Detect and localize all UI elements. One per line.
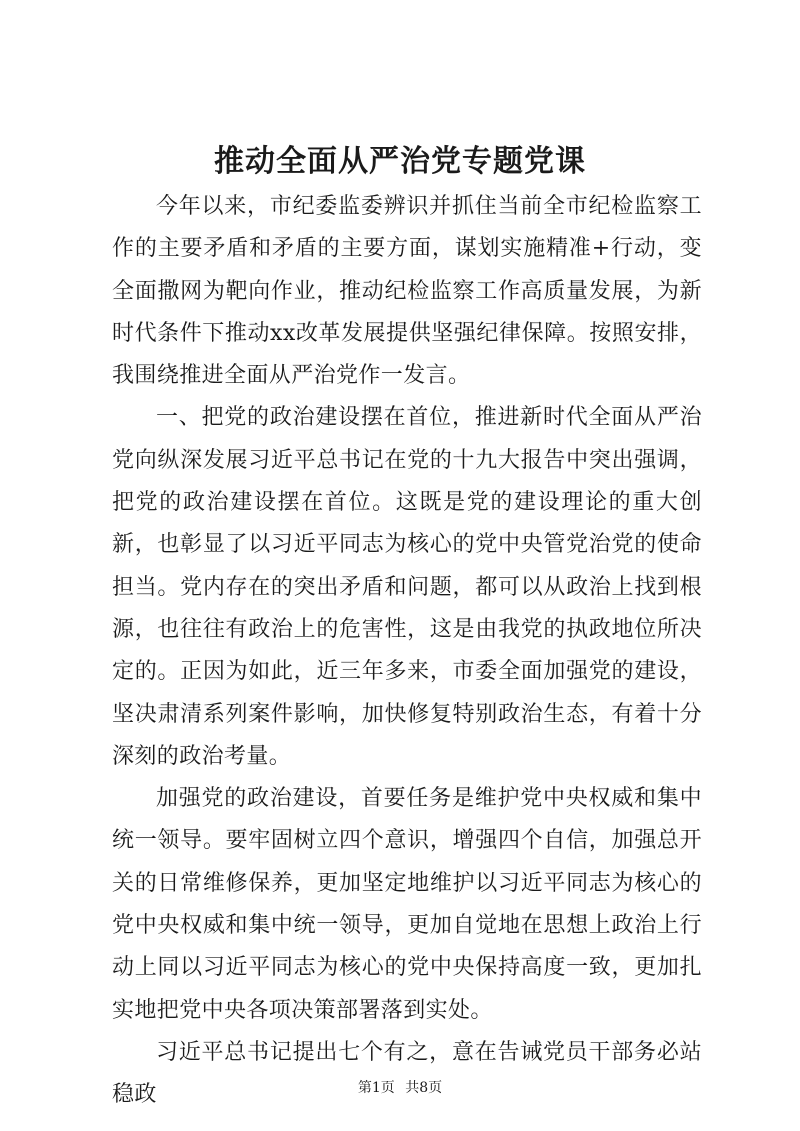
paragraph: 加强党的政治建设，首要任务是维护党中央权威和集中统一领导。要牢固树立四个意识，增强四个自信，加强总开关的日常维修保养，更加坚定地维护以习近平同志为核心的党中央权威和集中统一领导，更加自觉地在思想上政治上行动上同以习近平同志为核心的党中央保持高度一致，更加扎实地把党中央各项决策部署落到实处。 xyxy=(112,786,702,1023)
document-title: 推动全面从严治党专题党课 xyxy=(214,144,586,179)
page-footer xyxy=(0,1078,800,1098)
paragraph: 习近平总书记提出七个有之，意在告诫党员干部务必站稳政 xyxy=(112,1039,702,1108)
paragraph: 一、把党的政治建设摆在首位，推进新时代全面从严治党向纵深发展习近平总书记在党的十九大报告中突出强调，把党的政治建设摆在首位。这既是党的建设理论的重大创新，也彰显了以习近平同志为核心的党中央管党治党的使命担当。党内存在的突出矛盾和问题，都可以从政治上找到根源，也往往有政治上的危害性，这是由我党的执政地位所决定的。正因为如此，近三年多来，市委全面加强党的建设，坚决肃清系列案件影响，加快修复特别政治生态，有着十分深刻的政治考量。 xyxy=(112,405,702,769)
document-body xyxy=(112,186,702,1117)
page-number: 第1页 xyxy=(357,1080,395,1096)
page-total: 共8页 xyxy=(405,1080,443,1096)
paragraph: 今年以来，市纪委监委辨识并抓住当前全市纪检监察工作的主要矛盾和矛盾的主要方面，谋划实施精准+行动，变全面撒网为靶向作业，推动纪检监察工作高质量发展，为新时代条件下推动xx改革发展提供坚强纪律保障。按照安排，我围绕推进全面从严治党作一发言。 xyxy=(112,194,702,389)
